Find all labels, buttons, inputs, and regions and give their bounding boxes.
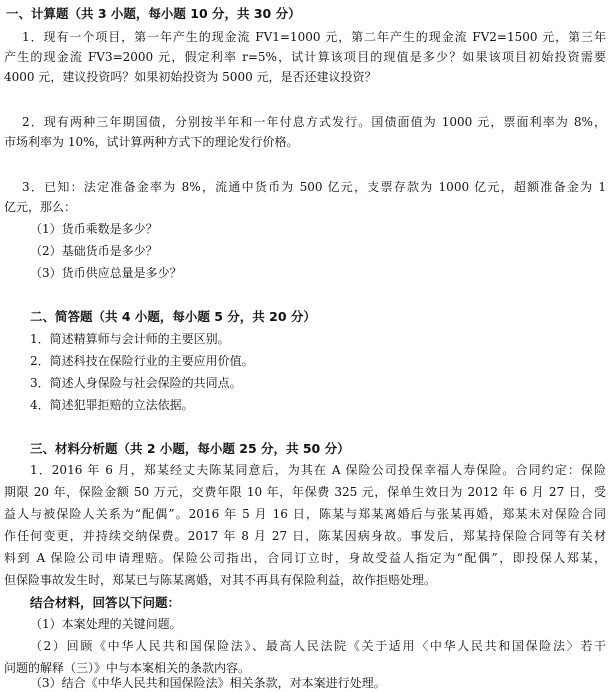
short-answer-item-4: 4．简述犯罪拒赔的立法依据。 <box>30 398 194 412</box>
material-line-6: 但保险事故发生时，郑某已与陈某离婚，对其不再具有保险利益，故作拒赔处理。 <box>4 573 437 587</box>
section-2-heading: 二、简答题（共 4 小题，每小题 5 分，共 20 分） <box>30 309 316 324</box>
q3-item-3: （3）货币供应总量是多少？ <box>30 266 182 280</box>
material-line-5: 料到 A 保险公司申请理赔。保险公司指出，合同订立时，身故受益人指定为“配偶”，即投保人郑某， <box>4 551 606 565</box>
q3-line-1: 3．已知：法定准备金率为 8%，流通中货币为 500 亿元，支票存款为 1000 亿元，超额准备金为 1 <box>22 180 606 194</box>
material-line-3: 益人与被保险人关系为“配偶”。2016 年 5 月 16 日，陈某与郑某离婚后与张某再婚，郑某未对保险合同 <box>4 507 606 521</box>
q3-line-2: 亿元，那么： <box>4 200 77 214</box>
analysis-question-2-line-1: （2）回顾《中华人民共和国保险法》、最高人民法院《关于适用〈中华人民共和国保险法〉若干 <box>30 639 606 653</box>
short-answer-item-1: 1．简述精算师与会计师的主要区别。 <box>30 332 230 346</box>
analysis-question-2-line-2: 问题的解释（三）》中与本案相关的条款内容。 <box>4 661 251 675</box>
q2-line-1: 2．现有两种三年期国债，分别按半年和一年付息方式发行。国债面值为 1000 元，票面利率为 8%， <box>22 115 606 129</box>
material-line-2: 期限 20 年，保险金额 50 万元，交费年限 10 年，年保费 325 元，保单生效日为 2012 年 6 月 27 日，受 <box>4 485 606 499</box>
material-line-1: 1．2016 年 6 月，郑某经丈夫陈某同意后，为其在 A 保险公司投保幸福人寿保险。合同约定：保险 <box>30 463 606 477</box>
q3-item-2: （2）基础货币是多少？ <box>30 244 158 258</box>
q1-line-2: 产生的现金流 FV3=2000 元，假定利率 r=5%，试计算该项目的现值是多少？如果该项目初始投资需要 <box>4 50 606 64</box>
answer-prompt: 结合材料，回答以下问题： <box>30 595 181 610</box>
short-answer-item-3: 3．简述人身保险与社会保险的共同点。 <box>30 376 242 390</box>
analysis-question-3: （3）结合《中华人民共和国保险法》相关条款，对本案进行处理。 <box>30 676 386 690</box>
q2-line-2: 市场利率为 10%，试计算两种方式下的理论发行价格。 <box>4 135 299 149</box>
q1-line-1: 1．现有一个项目，第一年产生的现金流 FV1=1000 元，第二年产生的现金流 FV2=1500 元，第三年 <box>22 30 606 44</box>
q1-line-3: 4000 元，建议投资吗？如果初始投资为 5000 元，是否还建议投资？ <box>4 70 377 84</box>
q3-item-1: （1）货币乘数是多少？ <box>30 222 158 236</box>
material-line-4: 作任何变更，并持续交纳保费。2017 年 8 月 27 日，陈某因病身故。事发后，郑某持保险合同等有关材 <box>4 529 606 543</box>
section-1-heading: 一、计算题（共 3 小题，每小题 10 分，共 30 分） <box>6 6 301 21</box>
analysis-question-1: （1）本案处理的关键问题。 <box>30 617 182 631</box>
short-answer-item-2: 2．简述科技在保险行业的主要应用价值。 <box>30 354 254 368</box>
section-3-heading: 三、材料分析题（共 2 小题，每小题 25 分，共 50 分） <box>30 441 350 456</box>
